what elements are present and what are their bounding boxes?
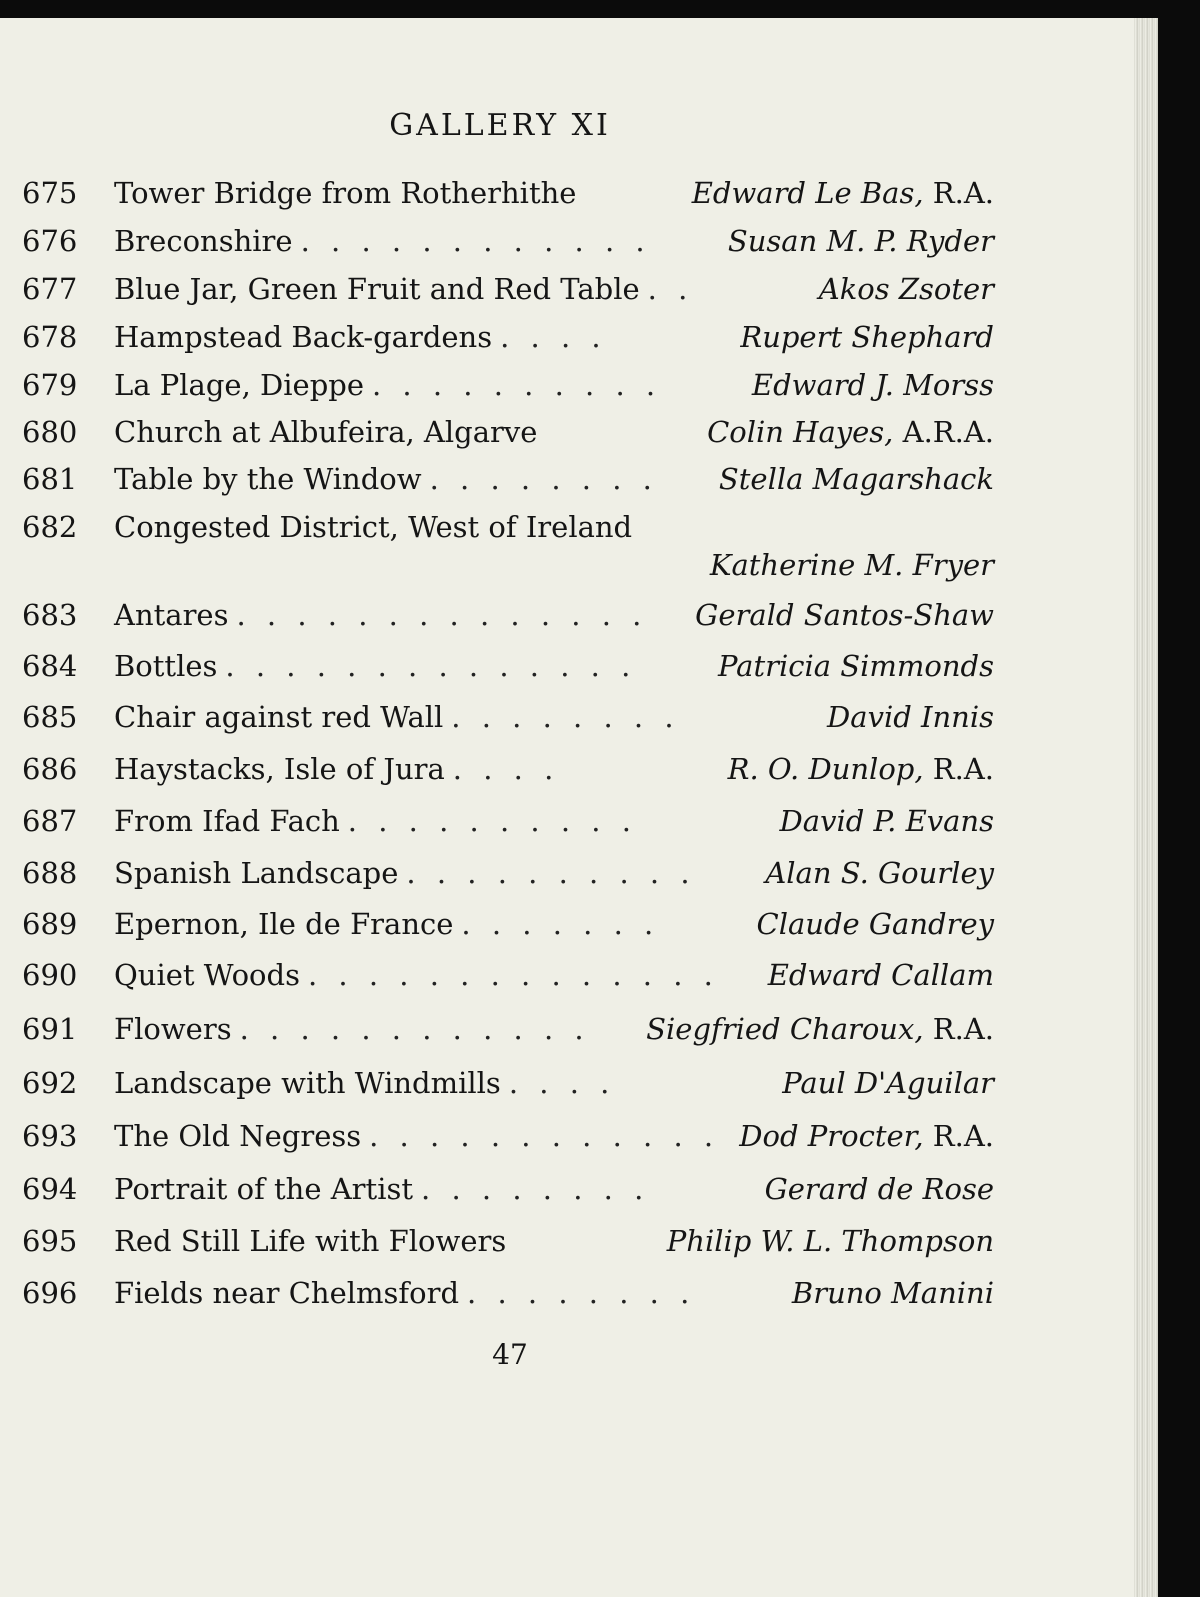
gallery-title: GALLERY XI: [389, 108, 611, 143]
artist-name: Alan S. Gourley: [765, 856, 994, 890]
entry-number: 677: [22, 272, 78, 306]
entry-title: Chair against red Wall: [114, 700, 444, 734]
entry-number: 679: [22, 368, 78, 402]
entry-artist: [667, 1224, 994, 1258]
entry-number: 687: [22, 804, 78, 838]
leader-dots: . . . . . . . .: [451, 700, 680, 734]
entry-number: 686: [22, 752, 78, 786]
entry-number: 681: [22, 462, 78, 496]
entry-title: Table by the Window: [114, 462, 422, 496]
entry-number: 680: [22, 415, 78, 449]
entry-number: 696: [22, 1276, 78, 1310]
artist-name: David Innis: [827, 700, 994, 734]
leader-dots: . . . . . . . . . .: [371, 368, 662, 402]
catalogue-entry: [22, 368, 994, 412]
catalogue-entry: [22, 176, 994, 220]
entry-title: La Plage, Dieppe: [114, 368, 364, 402]
catalogue-entry: [22, 804, 994, 848]
catalogue-entry: [22, 598, 994, 642]
catalogue-entry: [22, 1012, 994, 1056]
leader-dots: . . . .: [500, 320, 607, 354]
leader-dots: . . . . . . . . . . . . . .: [307, 958, 719, 992]
artist-name: Stella Magarshack: [718, 462, 994, 496]
entry-title: Bottles: [114, 649, 218, 683]
entry-artist: [780, 804, 994, 838]
catalogue-entry: [22, 907, 994, 951]
leader-dots: . . . . . . . .: [429, 462, 658, 496]
artist-name: Colin Hayes,: [707, 415, 894, 449]
artist-name: David P. Evans: [779, 804, 994, 838]
artist-name: Akos Zsoter: [818, 272, 994, 306]
leader-dots: . . . . . . . . . . . .: [239, 1012, 590, 1046]
entry-artist: [792, 1276, 994, 1310]
artist-name: Dod Procter,: [739, 1119, 924, 1153]
entry-number: 689: [22, 907, 78, 941]
entry-title: Breconshire: [114, 224, 293, 258]
leader-dots: . . . . . . . . . . . .: [300, 224, 651, 258]
entry-title: Spanish Landscape: [114, 856, 399, 890]
entry-artist: [768, 958, 994, 992]
catalogue-entry: [22, 1224, 994, 1268]
artist-name: Siegfried Charoux,: [646, 1012, 924, 1046]
entry-number: 678: [22, 320, 78, 354]
catalogue-entry: [22, 752, 994, 796]
catalogue-entry: [22, 415, 994, 459]
page-number: 47: [492, 1338, 528, 1371]
leader-dots: . . . . . . . .: [421, 1172, 650, 1206]
entry-number: 693: [22, 1119, 78, 1153]
catalogue-entry: [22, 462, 994, 506]
entry-artist: [646, 1012, 994, 1046]
artist-name: Edward Le Bas,: [691, 176, 924, 210]
entry-artist: [692, 176, 994, 210]
catalogue-entry: [22, 1066, 994, 1110]
artist-name: Patricia Simmonds: [717, 649, 994, 683]
entry-artist: [707, 415, 994, 449]
catalogue-entry: [22, 649, 994, 693]
entry-title: Church at Albufeira, Algarve: [114, 415, 538, 449]
entry-number: 682: [22, 510, 78, 544]
leader-dots: . . . . . . . . . . . . . .: [225, 649, 637, 683]
catalogue-entry: [22, 224, 994, 268]
leader-dots: . . . . . . . . . .: [406, 856, 696, 890]
leader-dots: . . . .: [508, 1066, 616, 1100]
entry-number: 675: [22, 176, 78, 210]
entry-artist: [819, 272, 994, 306]
artist-name: Claude Gandrey: [756, 907, 994, 941]
artist-name: Rupert Shephard: [740, 320, 994, 354]
catalogue-entry: [22, 1119, 994, 1163]
artist-name: Bruno Manini: [791, 1276, 994, 1310]
entry-title: Landscape with Windmills: [114, 1066, 501, 1100]
entry-number: 695: [22, 1224, 78, 1258]
entry-artist: [695, 598, 994, 632]
catalogue-entry: [22, 1172, 994, 1216]
entry-title: Quiet Woods: [114, 958, 300, 992]
artist-suffix: R.A.: [923, 176, 994, 210]
entry-number: 688: [22, 856, 78, 890]
entry-title: Antares: [114, 598, 229, 632]
entry-artist: [739, 1119, 994, 1153]
leader-dots: . . . .: [452, 752, 560, 786]
entry-title: Tower Bridge from Rotherhithe: [114, 176, 577, 210]
entry-artist: [827, 700, 994, 734]
catalogue-entry: [22, 320, 994, 364]
entry-title: Epernon, Ile de France: [114, 907, 454, 941]
entry-artist: [728, 752, 994, 786]
leader-dots: . . . . . . .: [461, 907, 660, 941]
entry-title: From Ifad Fach: [114, 804, 340, 838]
entry-number: 690: [22, 958, 78, 992]
leader-dots: . . . . . . . . . . . .: [369, 1119, 720, 1153]
artist-suffix: R.A.: [923, 1119, 994, 1153]
catalogue-entry: [22, 856, 994, 900]
entry-number: 694: [22, 1172, 78, 1206]
leader-dots: . . . . . . . . . . . . . .: [236, 598, 648, 632]
entry-number: 683: [22, 598, 78, 632]
entry-artist: [752, 368, 994, 402]
entry-title: The Old Negress: [114, 1119, 362, 1153]
catalogue-entry: [22, 700, 994, 744]
entry-title: Haystacks, Isle of Jura: [114, 752, 445, 786]
entry-title: Flowers: [114, 1012, 232, 1046]
leader-dots: . .: [647, 272, 694, 306]
entry-artist: [757, 907, 994, 941]
entry-number: 676: [22, 224, 78, 258]
leader-dots: . . . . . . . .: [467, 1276, 696, 1310]
artist-name: Edward Callam: [767, 958, 994, 992]
artist-name: Paul D'Aguilar: [782, 1066, 994, 1100]
artist-name: Philip W. L. Thompson: [666, 1224, 994, 1258]
entry-artist: [782, 1066, 994, 1100]
entry-artist: [718, 649, 994, 683]
leader-dots: . . . . . . . . . .: [347, 804, 637, 838]
entry-artist: [765, 856, 994, 890]
catalogue-entry: [22, 1276, 994, 1320]
entry-title: Congested District, West of Ireland: [114, 510, 633, 544]
entry-number: 692: [22, 1066, 78, 1100]
artist-name: Edward J. Morss: [751, 368, 994, 402]
entry-artist: [719, 462, 994, 496]
entry-number: 684: [22, 649, 78, 683]
artist-suffix: R.A.: [923, 752, 994, 786]
page-edges: [1134, 18, 1158, 1597]
entry-number: 685: [22, 700, 78, 734]
entry-title: Fields near Chelmsford: [114, 1276, 460, 1310]
artist-name: Gerard de Rose: [764, 1172, 994, 1206]
entry-artist: [765, 1172, 994, 1206]
entry-title: Blue Jar, Green Fruit and Red Table: [114, 272, 640, 306]
artist-suffix: R.A.: [923, 1012, 994, 1046]
entry-artist: [728, 224, 994, 258]
artist-name: Susan M. P. Ryder: [727, 224, 994, 258]
catalogue-entry: [22, 958, 994, 1002]
entry-title: Red Still Life with Flowers: [114, 1224, 507, 1258]
entry-title: Portrait of the Artist: [114, 1172, 414, 1206]
entry-artist: [740, 320, 994, 354]
entry-title: Hampstead Back-gardens: [114, 320, 493, 354]
entry-682-artist: Katherine M. Fryer: [709, 548, 994, 582]
artist-suffix: A.R.A.: [893, 415, 994, 449]
entry-number: 691: [22, 1012, 78, 1046]
artist-name: Gerald Santos-Shaw: [695, 598, 994, 632]
artist-name: R. O. Dunlop,: [727, 752, 924, 786]
catalogue-entry: [22, 272, 994, 316]
